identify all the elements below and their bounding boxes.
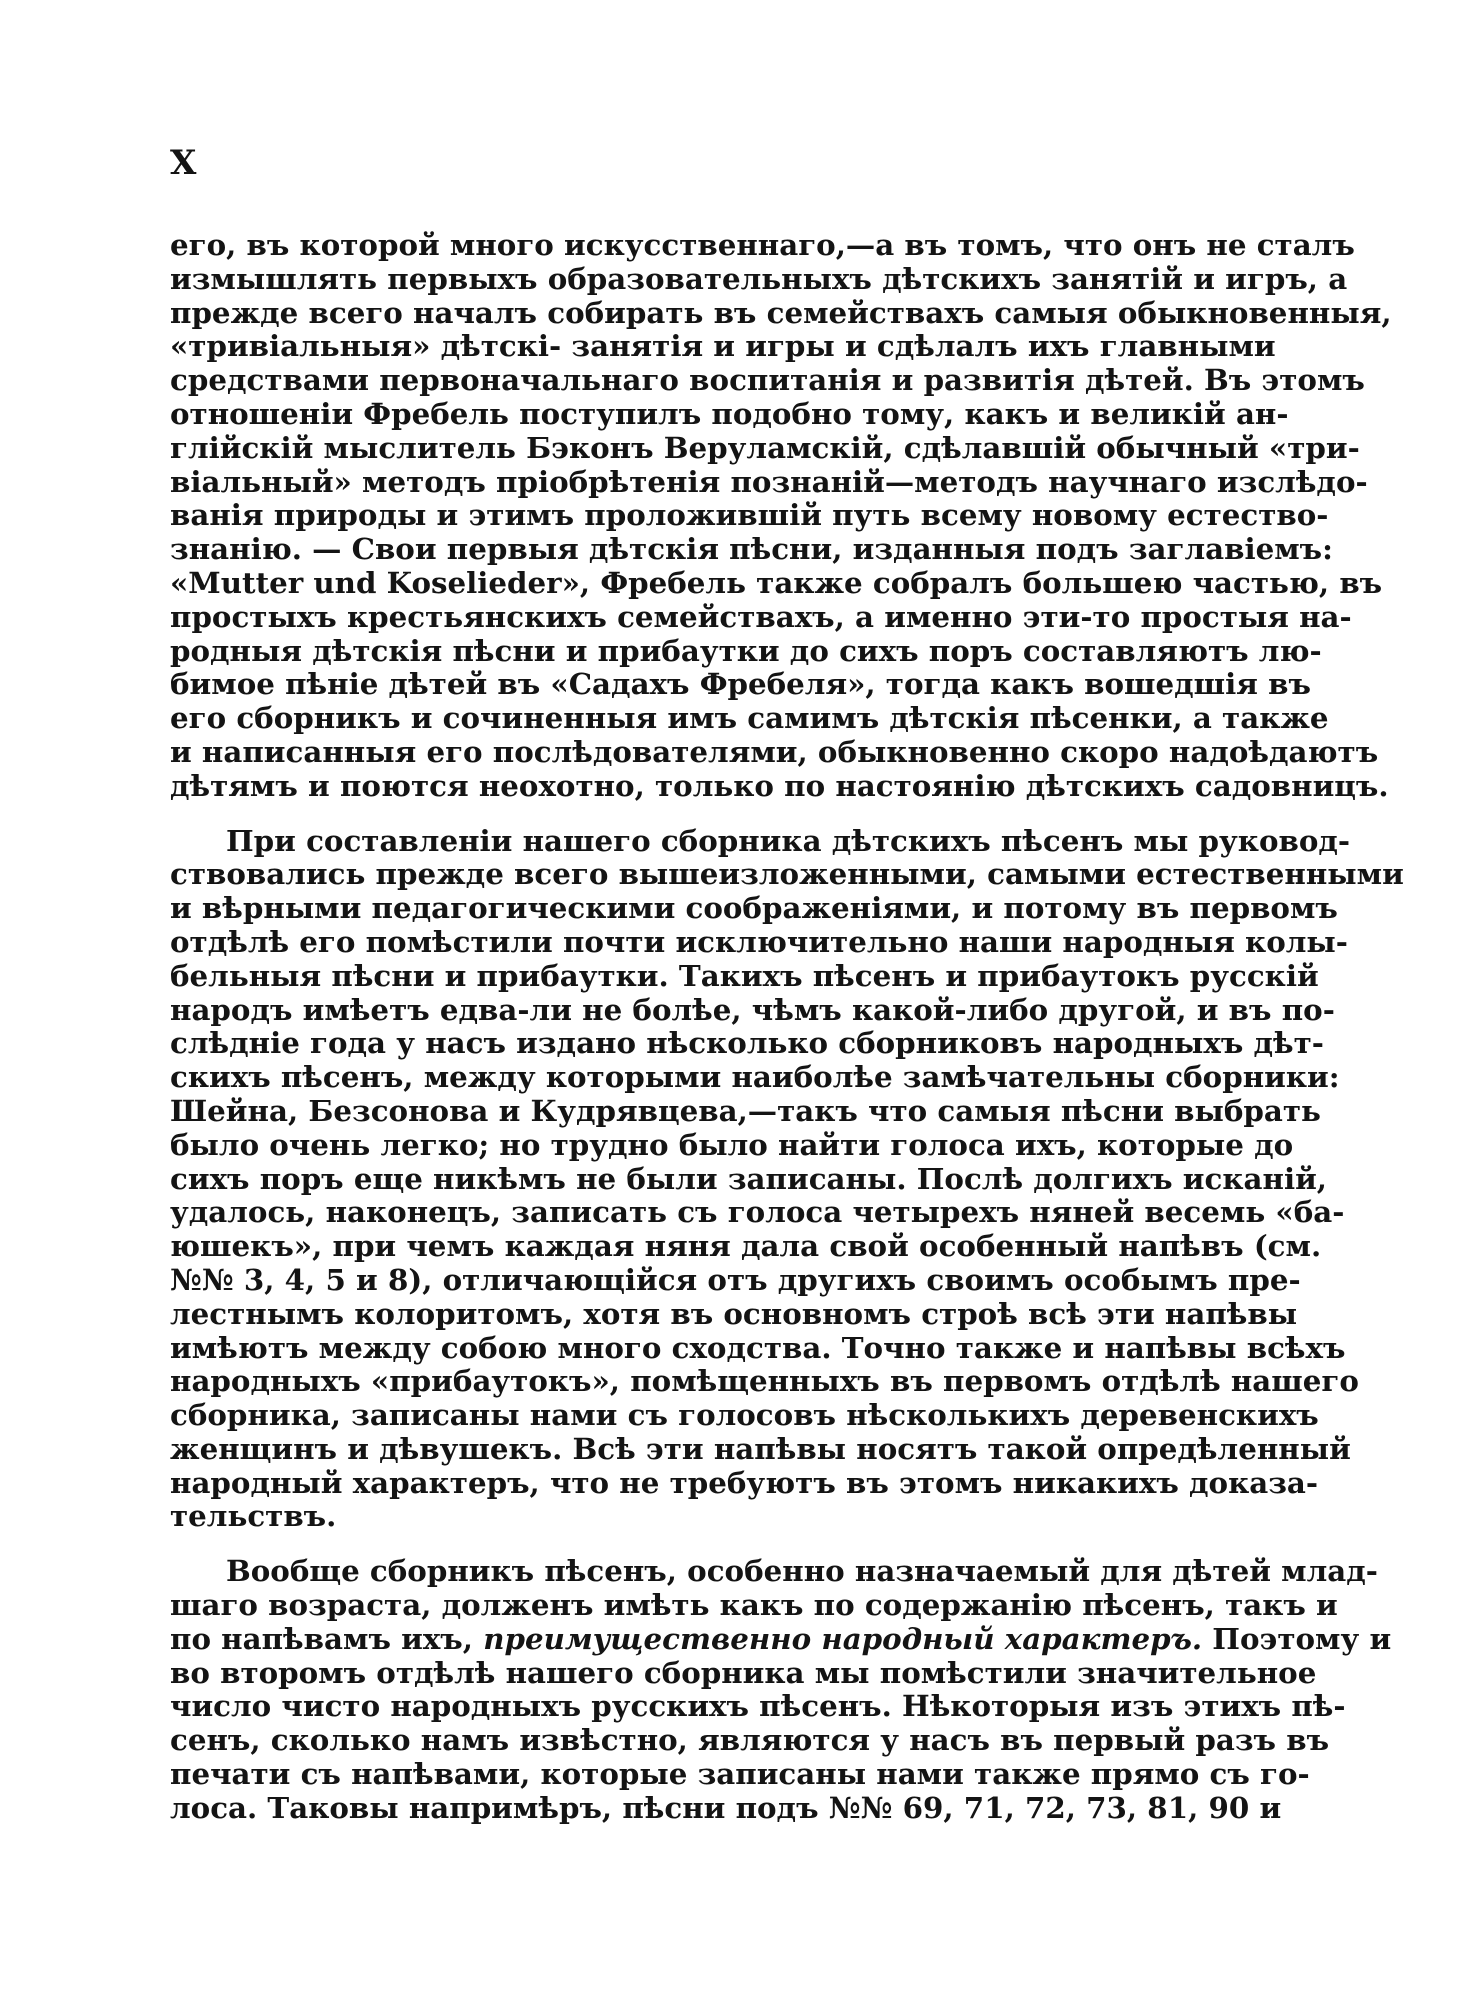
text-line: знанію. — Свои первыя дѣтскія пѣсни, изданныя подъ заглавіемъ: [170, 531, 1333, 567]
text-line: тельствъ. [170, 1498, 337, 1534]
text-line: средствами первоначальнаго воспитанія и развитія дѣтей. Въ этомъ [170, 362, 1365, 398]
text-line: сборника, записаны нами съ голосовъ нѣсколькихъ деревенскихъ [170, 1397, 1319, 1433]
text-line: его, въ которой много искусственнаго,—а въ томъ, что онъ не сталъ [170, 227, 1355, 262]
text-run: по напѣвамъ ихъ, [170, 1620, 484, 1656]
text-line: лестнымъ колоритомъ, хотя въ основномъ строѣ всѣ эти напѣвы [170, 1295, 1298, 1331]
text-line: было очень легко; но трудно было найти голоса ихъ, которые до [170, 1126, 1294, 1162]
text-line: прежде всего началъ собирать въ семействахъ самыя обыкновенныя, [170, 294, 1392, 330]
paragraph-1 [170, 227, 1392, 803]
text-line: отдѣлѣ его помѣстили почти исключительно наши народныя колы- [170, 923, 1348, 959]
text-line: и вѣрными педагогическими соображеніями, и потому въ первомъ [170, 890, 1338, 926]
text-line: число чисто народныхъ русскихъ пѣсенъ. Нѣкоторыя изъ этихъ пѣ- [170, 1688, 1346, 1724]
text-line: Вообще сборникъ пѣсенъ, особенно назначаемый для дѣтей млад- [226, 1553, 1378, 1589]
text-line: и написанныя его послѣдователями, обыкновенно скоро надоѣдаютъ [170, 733, 1379, 769]
text-line: ванія природы и этимъ проложившій путь всему новому естество- [170, 497, 1329, 533]
text-line: отношеніи Фребель поступилъ подобно тому, какъ и великій ан- [170, 395, 1289, 431]
text-line: измышлять первыхъ образовательныхъ дѣтскихъ занятій и игръ, а [170, 260, 1348, 296]
text-line: «тривіальныя» дѣтскі‑ занятія и игры и сдѣлалъ ихъ главными [170, 328, 1276, 364]
text-line: скихъ пѣсенъ, между которыми наиболѣе замѣчательны сборники: [170, 1059, 1340, 1095]
text-run: Поэтому и [1202, 1620, 1392, 1656]
text-line: народный характеръ, что не требуютъ въ этомъ никакихъ доказа- [170, 1464, 1319, 1500]
text-line: простыхъ крестьянскихъ семействахъ, а именно эти-то простыя на- [170, 598, 1352, 634]
text-line: дѣтямъ и поются неохотно, только по настоянію дѣтскихъ садовницъ. [170, 767, 1389, 803]
text-line: бимое пѣніе дѣтей въ «Садахъ Фребеля», тогда какъ вошедшія въ [170, 666, 1311, 702]
text-line: віальный» методъ пріобрѣтенія познаній—методъ научнаго изслѣдо- [170, 463, 1368, 499]
text-line: удалось, наконецъ, записать съ голоса четырехъ няней весемь «ба- [170, 1194, 1345, 1230]
text-line: женщинъ и дѣвушекъ. Всѣ эти напѣвы носятъ такой опредѣленный [170, 1430, 1351, 1466]
paragraph-2 [170, 822, 1404, 1534]
text-line: «Mutter und Koselieder», Фребель также собралъ большею частью, въ [170, 564, 1383, 600]
text-line: его сборникъ и сочиненныя имъ самимъ дѣтскія пѣсенки, а также [170, 700, 1329, 736]
text-line: родныя дѣтскія пѣсни и прибаутки до сихъ поръ составляютъ лю- [170, 632, 1322, 668]
text-line: шаго возраста, долженъ имѣть какъ по содержанію пѣсенъ, такъ и [170, 1587, 1338, 1623]
body-text [170, 227, 1404, 1825]
italic-emphasis: преимущественно народный характеръ. [483, 1620, 1203, 1656]
text-line: бельныя пѣсни и прибаутки. Такихъ пѣсенъ и прибаутокъ русскій [170, 957, 1319, 993]
text-line: юшекъ», при чемъ каждая няня дала свой особенный напѣвъ (см. [170, 1228, 1322, 1264]
text-line: №№ 3, 4, 5 и 8), отличающійся отъ другихъ своимъ особымъ пре- [170, 1261, 1301, 1297]
text-line: ствовались прежде всего вышеизложенными, самыми естественными [170, 856, 1404, 892]
paragraph-3 [170, 1553, 1392, 1825]
text-line: При составленіи нашего сборника дѣтскихъ пѣсенъ мы руковод- [226, 822, 1351, 858]
text-line: сихъ поръ еще никѣмъ не были записаны. Послѣ долгихъ исканій, [170, 1160, 1327, 1196]
text-line: глійскій мыслитель Бэконъ Веруламскій, сдѣлавшій обычный «три- [170, 429, 1360, 465]
text-line: во второмъ отдѣлѣ нашего сборника мы помѣстили значительное [170, 1654, 1317, 1690]
text-line: печати съ напѣвами, которые записаны нами также прямо съ го- [170, 1756, 1310, 1792]
text-line: Шейна, Безсонова и Кудрявцева,—такъ что самыя пѣсни выбрать [170, 1092, 1321, 1128]
text-line: народъ имѣетъ едва-ли не болѣе, чѣмъ какой-либо другой, и въ по- [170, 991, 1335, 1027]
text-line: имѣютъ между собою много сходства. Точно также и напѣвы всѣхъ [170, 1329, 1346, 1365]
page-number: X [170, 143, 197, 183]
text-line: народныхъ «прибаутокъ», помѣщенныхъ въ первомъ отдѣлѣ нашего [170, 1363, 1359, 1399]
text-line: слѣдніе года у насъ издано нѣсколько сборниковъ народныхъ дѣт- [170, 1025, 1324, 1061]
text-line-with-italic [170, 1620, 1392, 1656]
text-line: лоса. Таковы напримѣръ, пѣсни подъ №№ 69, 71, 72, 73, 81, 90 и [170, 1789, 1282, 1825]
text-line: сенъ, сколько намъ извѣстно, являются у насъ въ первый разъ въ [170, 1722, 1330, 1758]
